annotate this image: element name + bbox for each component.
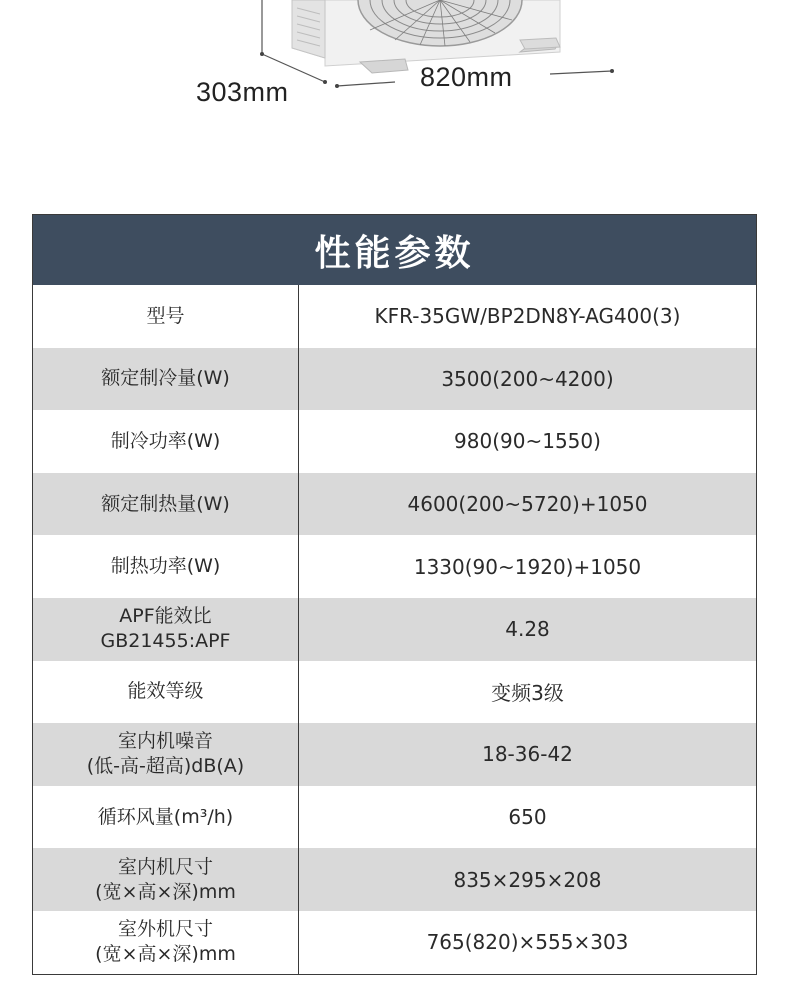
spec-label-line: 额定制冷量(W) xyxy=(101,367,230,390)
spec-label-line: (宽×高×深)mm xyxy=(95,943,236,966)
spec-value: KFR-35GW/BP2DN8Y-AG400(3) xyxy=(374,304,681,329)
spec-value: 980(90~1550) xyxy=(454,429,601,454)
spec-value: 变频3级 xyxy=(491,681,564,706)
spec-label-line: 室内机尺寸 xyxy=(117,855,213,878)
spec-label-line: (低-高-超高)dB(A) xyxy=(86,755,245,778)
table-row xyxy=(33,848,756,911)
performance-spec-table xyxy=(32,214,757,975)
spec-label-line: 制冷功率(W) xyxy=(110,429,221,452)
outdoor-unit-illustration xyxy=(0,0,790,150)
spec-label-line: 循环风量(m³/h) xyxy=(97,805,234,828)
spec-value: 4.28 xyxy=(505,617,550,642)
spec-label xyxy=(33,598,299,661)
spec-value: 1330(90~1920)+1050 xyxy=(413,554,642,579)
spec-label xyxy=(33,661,299,724)
spec-value: 4600(200~5720)+1050 xyxy=(407,492,648,517)
spec-label xyxy=(33,535,299,598)
table-title: 性能参数 xyxy=(314,232,475,274)
spec-value: 650 xyxy=(508,805,547,830)
spec-label-line: 额定制热量(W) xyxy=(101,492,230,515)
depth-dimension-label: 303mm xyxy=(196,77,289,107)
width-dimension-label: 820mm xyxy=(420,62,513,92)
spec-label-line: 室外机尺寸 xyxy=(117,918,213,941)
spec-label xyxy=(33,348,299,411)
spec-label xyxy=(33,410,299,473)
spec-label-line: APF能效比 xyxy=(119,605,212,628)
spec-label xyxy=(33,786,299,849)
table-row xyxy=(33,285,756,348)
spec-label xyxy=(33,911,299,974)
table-row xyxy=(33,786,756,849)
outdoor-unit-diagram xyxy=(0,0,790,150)
table-row xyxy=(33,723,756,786)
table-row xyxy=(33,661,756,724)
spec-label-line: 制热功率(W) xyxy=(110,555,221,578)
spec-label-line: 能效等级 xyxy=(127,680,204,703)
spec-value: 3500(200~4200) xyxy=(441,366,614,391)
spec-label-line: GB21455:APF xyxy=(100,630,231,653)
spec-label-line: (宽×高×深)mm xyxy=(95,880,236,903)
spec-value: 765(820)×555×303 xyxy=(426,930,629,955)
spec-label xyxy=(33,473,299,536)
table-row xyxy=(33,473,756,536)
spec-label xyxy=(33,723,299,786)
spec-label-line: 室内机噪音 xyxy=(117,730,213,753)
table-row xyxy=(33,410,756,473)
table-body xyxy=(33,285,756,974)
table-row xyxy=(33,348,756,411)
spec-value: 835×295×208 xyxy=(453,867,602,892)
table-header xyxy=(33,215,756,285)
spec-label-line: 型号 xyxy=(146,304,185,327)
spec-value: 18-36-42 xyxy=(482,742,573,767)
spec-label xyxy=(33,848,299,911)
table-row xyxy=(33,535,756,598)
table-row xyxy=(33,911,756,974)
table-row xyxy=(33,598,756,661)
spec-label xyxy=(33,285,299,348)
